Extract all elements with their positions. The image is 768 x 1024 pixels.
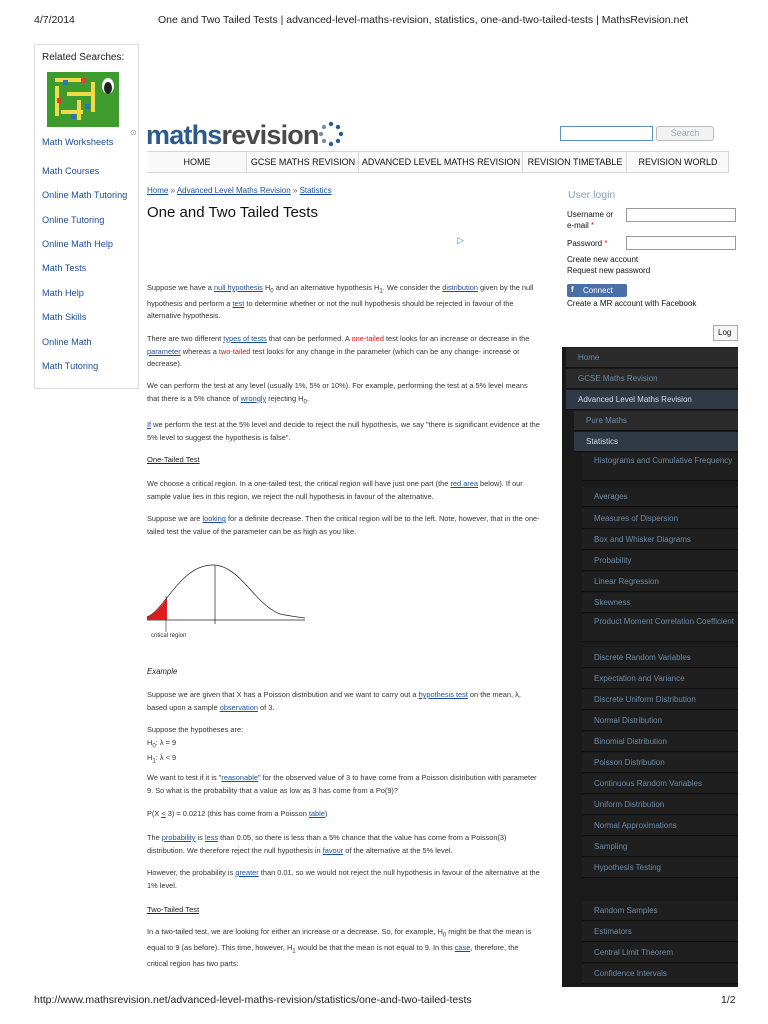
facebook-icon: f (571, 285, 574, 294)
left-link-math-tutoring[interactable]: Math Tutoring (42, 361, 99, 371)
link-red-area[interactable]: red area (450, 479, 478, 488)
link-types-of-tests[interactable]: types of tests (223, 334, 267, 343)
print-date: 4/7/2014 (34, 14, 75, 26)
nav-home[interactable]: HOME (147, 152, 247, 172)
print-url: http://www.mathsrevision.net/advanced-level-maths-revision/statistics/one-and-two-tailed-tests (34, 994, 472, 1006)
request-password-link[interactable]: Request new password (567, 266, 651, 275)
menu-item-confidence-intervals[interactable]: Confidence Intervals (582, 964, 738, 984)
breadcrumb-separator: » (170, 186, 176, 195)
site-logo[interactable] (146, 120, 319, 151)
breadcrumb-advanced-level[interactable]: Advanced Level Maths Revision (176, 186, 291, 195)
menu-item-expectation-variance[interactable]: Expectation and Variance (582, 669, 738, 689)
paragraph-definite-decrease: Suppose we are looking for a definite decrease. Then the critical region will be to the left. Note, however, that in the one-tailed test the value of the parameter can be as high as you like. (147, 514, 540, 536)
menu-item-discrete-random-variables[interactable]: Discrete Random Variables (582, 648, 738, 668)
left-link-math-worksheets[interactable]: Math Worksheets (42, 137, 114, 147)
menu-item-central-limit-theorem[interactable]: Central Limit Theorem (582, 943, 738, 963)
paragraph-reasonable: We want to test if it is "reasonable" for the observed value of 3 to have come from a Poisson distribution with parameter 9. So what is the probability that a value as low as 3 has come from a Po(9)? (147, 773, 537, 795)
left-link-online-math[interactable]: Online Math (42, 337, 92, 347)
menu-item-continuous-random-variables[interactable]: Continuous Random Variables (582, 774, 738, 794)
logo-circles-icon (318, 121, 344, 152)
left-link-math-skills[interactable]: Math Skills (42, 312, 87, 322)
page-title: One and Two Tailed Tests (147, 204, 318, 221)
link-table[interactable]: table (308, 809, 325, 818)
menu-item-normal-distribution[interactable]: Normal Distribution (582, 711, 738, 731)
nav-gcse-maths-revision[interactable]: GCSE MATHS REVISION (247, 152, 359, 172)
paragraph-hypotheses: Suppose the hypotheses are: $H_0$: λ = 9 $H_1$: λ < 9 (147, 725, 244, 765)
menu-item-linear-regression[interactable]: Linear Regression (582, 572, 738, 592)
create-account-link[interactable]: Create new account (567, 255, 639, 264)
menu-item-skewness[interactable]: Skewness (582, 593, 738, 613)
search-button[interactable]: Search (656, 126, 714, 141)
print-page-number: 1/2 (721, 994, 736, 1006)
menu-item-binomial-distribution[interactable]: Binomial Distribution (582, 732, 738, 752)
link-looking[interactable]: looking (202, 514, 226, 523)
link-wrongly[interactable]: wrongly (240, 393, 267, 403)
nav-revision-timetable[interactable]: REVISION TIMETABLE (523, 152, 627, 172)
link-greater[interactable]: greater (235, 868, 259, 877)
print-title: One and Two Tailed Tests | advanced-level-maths-revision, statistics, one-and-two-tailed-tests | MathsRevision.net (158, 14, 689, 26)
menu-item-home[interactable]: Home (566, 348, 738, 368)
ad-choices-icon[interactable]: ⊙ (130, 128, 137, 137)
left-link-math-courses[interactable]: Math Courses (42, 166, 100, 176)
paragraph-example-intro: Suppose we are given that X has a Poisson distribution and we want to carry out a hypothesis test on the mean, λ, based upon a sample observation of 3. (147, 690, 521, 712)
menu-item-pmcc[interactable]: Product Moment Correlation Coefficient (582, 614, 738, 642)
two-tailed-heading: Two-Tailed Test (147, 905, 200, 914)
related-searches-title: Related Searches: (42, 52, 125, 63)
link-observation[interactable]: observation (219, 702, 258, 712)
breadcrumb-home[interactable]: Home (147, 186, 169, 195)
menu-item-statistics[interactable]: Statistics (574, 432, 738, 452)
link-distribution[interactable]: distribution (442, 283, 478, 292)
link-case[interactable]: case (454, 942, 471, 952)
menu-item-estimators[interactable]: Estimators (582, 922, 738, 942)
logo-part-revision: revision (221, 120, 319, 150)
menu-item-hypothesis-testing[interactable]: Hypothesis Testing (582, 858, 738, 878)
ad-choices-triangle-icon[interactable]: ▷ (457, 235, 464, 245)
paragraph-probability-value: P(X < 3) = 0.0212 (this has come from a Poisson table) (147, 809, 328, 818)
paragraph-not-reject: However, the probability is greater than 0.01, so we would not reject the null hypothesis in favour of the alternative at the 1% level. (147, 868, 540, 890)
password-field[interactable] (626, 236, 736, 250)
menu-item-sampling[interactable]: Sampling (582, 837, 738, 857)
paragraph-reject: The probability is less than 0.05, so there is less than a 5% chance that the value has come from a Poisson(3) distribution. We therefore reject the null hypothesis in favour of the alternative at the 5% level. (147, 833, 507, 855)
facebook-connect-button[interactable]: Connect (567, 284, 627, 297)
menu-item-uniform-distribution[interactable]: Uniform Distribution (582, 795, 738, 815)
menu-item-box-and-whisker[interactable]: Box and Whisker Diagrams (582, 530, 738, 550)
menu-item-gcse[interactable]: GCSE Maths Revision (566, 369, 738, 389)
link-parameter[interactable]: parameter (147, 346, 181, 356)
breadcrumb-separator: » (292, 186, 298, 195)
username-field[interactable] (626, 208, 736, 222)
nav-revision-world[interactable]: REVISION WORLD (627, 152, 729, 172)
menu-item-pure-maths[interactable]: Pure Maths (574, 411, 738, 431)
paragraph-types: There are two different types of tests that can be performed. A one-tailed test looks for an increase or decrease in the parameter whereas a two-tailed test looks for any change in the parameter (which can be any change- increase or decrease). (147, 334, 530, 368)
left-link-online-math-help[interactable]: Online Math Help (42, 239, 113, 249)
main-nav (147, 151, 729, 173)
link-reasonable[interactable]: reasonable (221, 773, 258, 782)
login-button[interactable]: Log (713, 325, 738, 341)
link-null-hypothesis[interactable]: null hypothesis (213, 283, 263, 292)
left-link-online-tutoring[interactable]: Online Tutoring (42, 215, 105, 225)
menu-item-advanced-level[interactable]: Advanced Level Maths Revision (566, 390, 738, 410)
logo-part-maths: maths (146, 120, 222, 150)
user-login-title: User login (568, 189, 616, 201)
link-probability[interactable]: probability (161, 833, 196, 842)
left-link-math-tests[interactable]: Math Tests (42, 263, 87, 273)
paragraph-significant: If we perform the test at the 5% level and decide to reject the null hypothesis, we say "there is significant evidence at the 5% level to suggest the hypothesis is false". (147, 420, 540, 442)
breadcrumb (147, 186, 332, 195)
nav-advanced-level-maths-revision[interactable]: ADVANCED LEVEL MATHS REVISION (359, 152, 523, 172)
menu-item-measures-of-dispersion[interactable]: Measures of Dispersion (582, 509, 738, 529)
example-label: Example (147, 667, 178, 676)
paragraph-level: We can perform the test at any level (usually 1%, 5% or 10%). For example, performing the test at a 5% level means that there is a 5% chance of wrongly rejecting $H_0$. (147, 381, 528, 405)
link-favour[interactable]: favour (322, 845, 344, 855)
critical-region-label: critical region (151, 633, 187, 639)
password-label: Password * (567, 239, 608, 248)
menu-item-random-samples[interactable]: Random Samples (582, 901, 738, 921)
link-test[interactable]: test (232, 298, 245, 308)
menu-item-normal-approximations[interactable]: Normal Approximations (582, 816, 738, 836)
menu-item-probability[interactable]: Probability (582, 551, 738, 571)
menu-item-poisson-distribution[interactable]: Poisson Distribution (582, 753, 738, 773)
paragraph-intro: Suppose we have a null hypothesis $H_0$ and an alternative hypothesis $H_1$. We consider the distribution given by the null hypothesis and perform a test to determine whether or not the null hypothesis should be rejected in favour of the alternative hypothesis. (147, 283, 534, 321)
link-hypothesis-test[interactable]: hypothesis test (418, 690, 468, 699)
facebook-account-text: Create a MR account with Facebook (567, 299, 697, 308)
menu-item-histograms[interactable]: Histograms and Cumulative Frequency (582, 453, 738, 481)
related-search-image[interactable] (47, 72, 119, 127)
link-less[interactable]: less (204, 833, 219, 842)
username-label: Username or e-mail * (567, 210, 614, 230)
one-tailed-heading: One-Tailed Test (147, 455, 200, 464)
paragraph-two-tailed: In a two-tailed test, we are looking for either an increase or a decrease. So, for example, $H_0$ might be that the mean is equal to 9 (as before). This time, however, $H_1$ would be that the mean is not equal to 9. In this case, therefore, the critical region has two parts: (147, 927, 532, 968)
left-link-math-help[interactable]: Math Help (42, 288, 84, 298)
link-if[interactable]: If (147, 420, 152, 429)
menu-item-averages[interactable]: Averages (582, 487, 738, 507)
menu-item-discrete-uniform[interactable]: Discrete Uniform Distribution (582, 690, 738, 710)
paragraph-critical-region: We choose a critical region. In a one-tailed test, the critical region will have just one part (the red area below). If our sample value lies in this region, we reject the null hypothesis in favour of the alternative. (147, 479, 523, 501)
breadcrumb-statistics[interactable]: Statistics (299, 186, 332, 195)
one-tailed-curve-figure (145, 560, 310, 640)
search-input[interactable] (560, 126, 653, 141)
left-link-online-math-tutoring[interactable]: Online Math Tutoring (42, 190, 128, 200)
